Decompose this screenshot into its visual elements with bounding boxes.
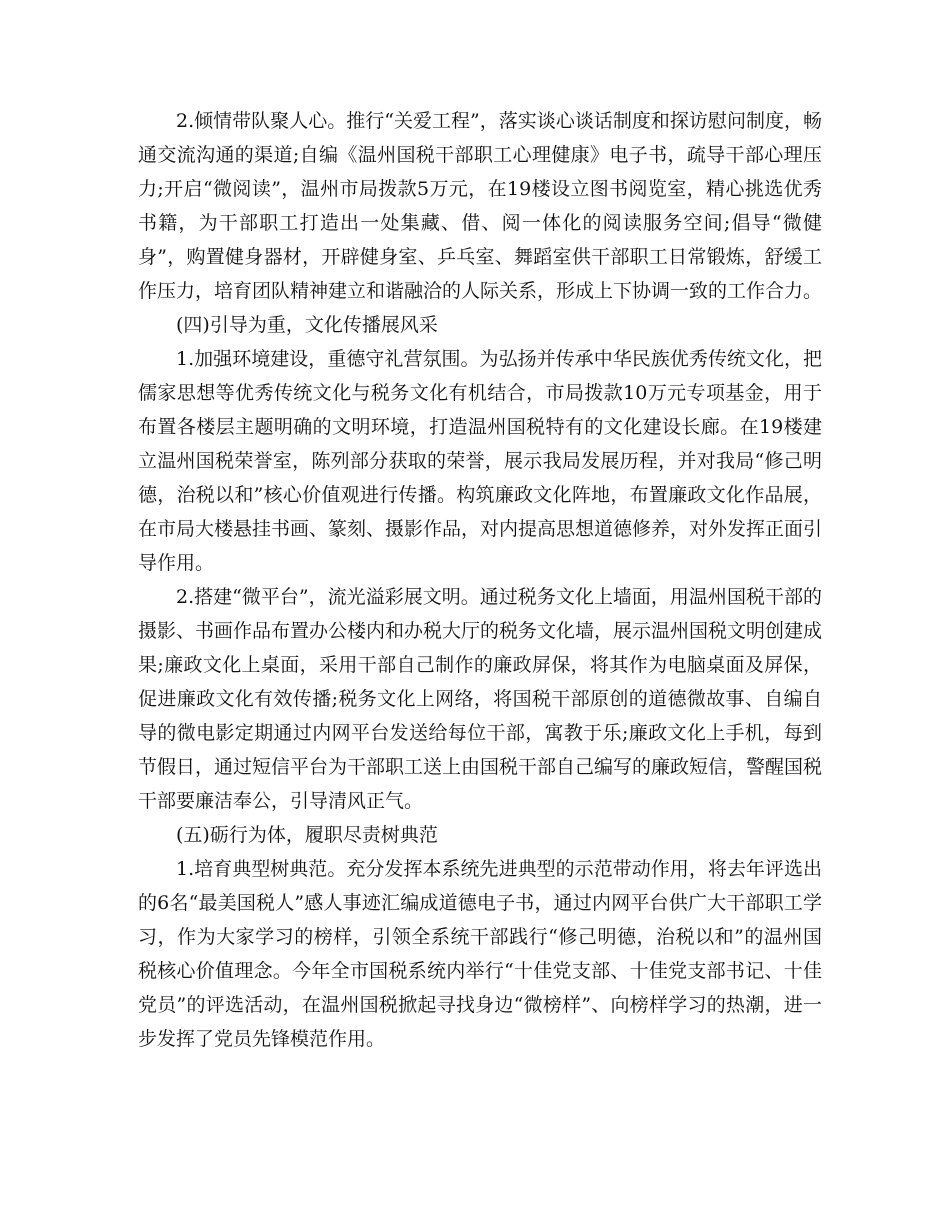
- paragraph-environment-building: 1.加强环境建设，重德守礼营氛围。为弘扬并传承中华民族优秀传统文化，把儒家思想等优秀传统文化与税务文化有机结合，市局拨款10万元专项基金，用于布置各楼层主题明确的文明环境，打造温州国税特有的文化建设长廊。在19楼建立温州国税荣誉室，陈列部分获取的荣誉，展示我局发展历程，并对我局“修己明德，治税以和”核心价值观进行传播。构筑廉政文化阵地，布置廉政文化作品展，在市局大楼悬挂书画、篆刻、摄影作品，对内提高思想道德修养，对外发挥正面引导作用。: [138, 348, 823, 574]
- paragraph-micro-platform: 2.搭建“微平台”，流光溢彩展文明。通过税务文化上墙面，用温州国税干部的摄影、书画作品布置办公楼内和办税大厅的税务文化墙，展示温州国税文明创建成果;廉政文化上桌面，采用干部自己制作的廉政屏保，将其作为电脑桌面及屏保，促进廉政文化有效传播;税务文化上网络，将国税干部原创的道德微故事、自编自导的微电影定期通过内网平台发送给每位干部，寓教于乐;廉政文化上手机，每到节假日，通过短信平台为干部职工送上由国税干部自己编写的廉政短信，警醒国税干部要廉洁奉公，引导清风正气。: [138, 586, 823, 812]
- section-heading-5: (五)砺行为体，履职尽责树典范: [176, 824, 438, 846]
- paragraph-role-models: 1.培育典型树典范。充分发挥本系统先进典型的示范带动作用，将去年评选出的6名“最美国税人”感人事迹汇编成道德电子书，通过内网平台供广大干部职工学习，作为大家学习的榜样，引领全系统干部践行“修己明德，治税以和”的温州国税核心价值理念。今年全市国税系统内举行“十佳党支部、十佳党支部书记、十佳党员”的评选活动，在温州国税掀起寻找身边“微榜样”、向榜样学习的热潮，进一步发挥了党员先锋模范作用。: [138, 858, 822, 1050]
- document-body: [138, 104, 822, 1056]
- paragraph-care-project: 2.倾情带队聚人心。推行“关爱工程”，落实谈心谈话制度和探访慰问制度，畅通交流沟通的渠道;自编《温州国税干部职工心理健康》电子书，疏导干部心理压力;开启“微阅读”，温州市局拨款5万元，在19楼设立图书阅览室，精心挑选优秀书籍，为干部职工打造出一处集藏、借、阅一体化的阅读服务空间;倡导“微健身”，购置健身器材，开辟健身室、乒乓室、舞蹈室供干部职工日常锻炼，舒缓工作压力，培育团队精神建立和谐融洽的人际关系，形成上下协调一致的工作合力。: [138, 110, 823, 302]
- section-heading-4: (四)引导为重，文化传播展风采: [176, 314, 438, 336]
